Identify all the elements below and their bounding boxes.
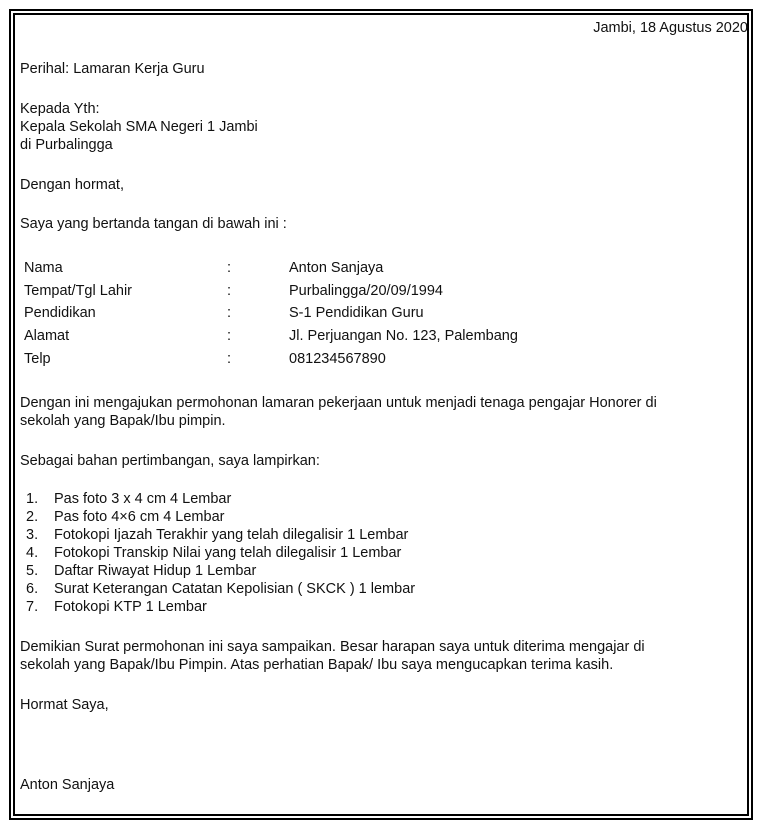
list-text: Fotokopi KTP 1 Lembar	[54, 599, 207, 615]
identity-label: Tempat/Tgl Lahir	[24, 283, 132, 299]
identity-value: Anton Sanjaya	[289, 260, 384, 276]
attachments-intro: Sebagai bahan pertimbangan, saya lampirkan:	[20, 453, 320, 469]
signoff: Hormat Saya,	[20, 697, 109, 713]
list-number: 2.	[26, 509, 39, 525]
identity-colon: :	[227, 328, 232, 344]
signature-name: Anton Sanjaya	[20, 777, 115, 793]
application-line-1: Dengan ini mengajukan permohonan lamaran pekerjaan untuk menjadi tenaga pengajar Honorer di	[20, 395, 657, 411]
identity-value: 081234567890	[289, 351, 386, 367]
identity-colon: :	[227, 351, 232, 367]
identity-colon: :	[227, 305, 232, 321]
closing-line-1: Demikian Surat permohonan ini saya sampaikan. Besar harapan saya untuk diterima mengajar di	[20, 639, 645, 655]
list-number: 7.	[26, 599, 39, 615]
letter-subject: Perihal: Lamaran Kerja Guru	[20, 61, 205, 77]
recipient-line-1: Kepada Yth:	[20, 101, 100, 117]
list-text: Fotokopi Ijazah Terakhir yang telah dilegalisir 1 Lembar	[54, 527, 409, 543]
identity-label: Telp	[24, 351, 51, 367]
list-number: 5.	[26, 563, 39, 579]
list-text: Pas foto 4×6 cm 4 Lembar	[54, 509, 225, 525]
recipient-line-3: di Purbalingga	[20, 137, 113, 153]
list-text: Surat Keterangan Catatan Kepolisian ( SKCK ) 1 lembar	[54, 581, 416, 597]
list-text: Daftar Riwayat Hidup 1 Lembar	[54, 563, 257, 579]
identity-colon: :	[227, 283, 232, 299]
identity-value: Purbalingga/20/09/1994	[289, 283, 443, 299]
closing-line-2: sekolah yang Bapak/Ibu Pimpin. Atas perhatian Bapak/ Ibu saya mengucapkan terima kasih.	[20, 657, 614, 673]
recipient-line-2: Kepala Sekolah SMA Negeri 1 Jambi	[20, 119, 258, 135]
intro-statement: Saya yang bertanda tangan di bawah ini :	[20, 216, 287, 232]
letter-date: Jambi, 18 Agustus 2020	[593, 20, 748, 36]
list-text: Fotokopi Transkip Nilai yang telah dilegalisir 1 Lembar	[54, 545, 402, 561]
list-text: Pas foto 3 x 4 cm 4 Lembar	[54, 491, 232, 507]
list-number: 6.	[26, 581, 39, 597]
identity-label: Nama	[24, 260, 63, 276]
identity-value: S-1 Pendidikan Guru	[289, 305, 424, 321]
list-number: 3.	[26, 527, 39, 543]
list-number: 4.	[26, 545, 39, 561]
identity-label: Alamat	[24, 328, 70, 344]
identity-value: Jl. Perjuangan No. 123, Palembang	[289, 328, 518, 344]
identity-label: Pendidikan	[24, 305, 96, 321]
application-line-2: sekolah yang Bapak/Ibu pimpin.	[20, 413, 226, 429]
list-number: 1.	[26, 491, 39, 507]
greeting: Dengan hormat,	[20, 177, 124, 193]
identity-colon: :	[227, 260, 232, 276]
